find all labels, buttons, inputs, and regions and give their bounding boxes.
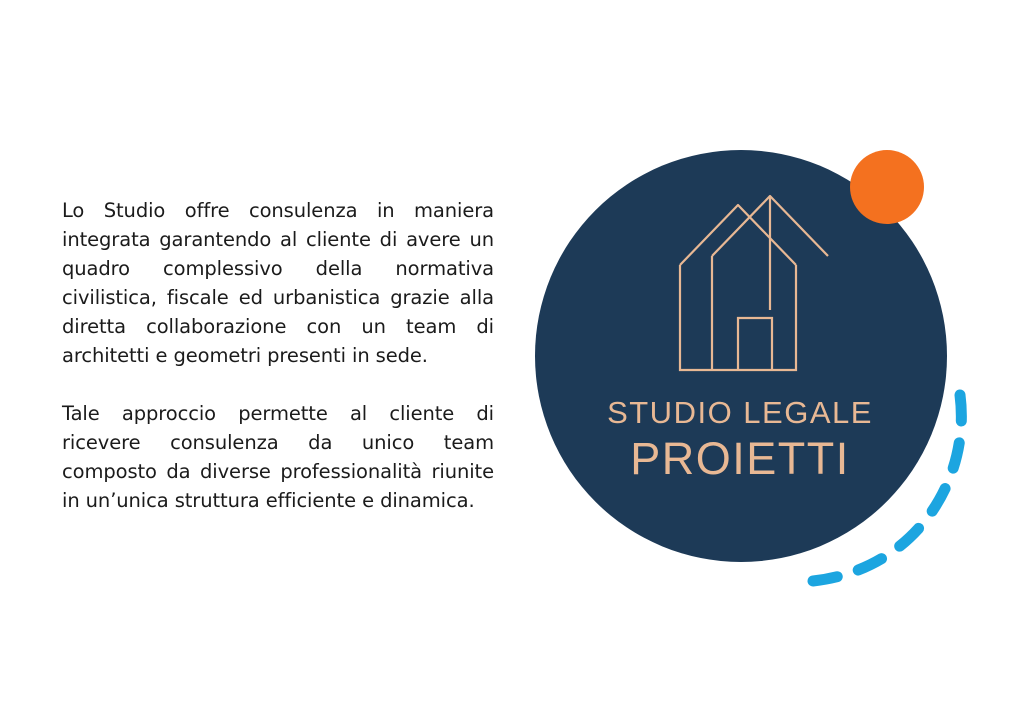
house-outline-icon	[660, 170, 830, 390]
brand-name-line-2: PROIETTI	[630, 433, 850, 484]
body-text-column	[62, 196, 494, 515]
orange-accent-dot	[850, 150, 924, 224]
paragraph-1: Lo Studio offre consulenza in maniera integrata garantendo al cliente di avere un quadro complessivo della normativa civilistica, fiscale ed urbanistica grazie alla diretta collaborazione con un team di architetti e geometri presenti in sede.	[62, 199, 494, 367]
brand-name-line-1: STUDIO LEGALE	[607, 395, 873, 430]
paragraph-2: Tale approccio permette al cliente di ricevere consulenza da unico team composto da diverse professionalità riunite in un’unica struttura efficiente e dinamica.	[62, 402, 494, 512]
logo-composition	[520, 130, 990, 610]
